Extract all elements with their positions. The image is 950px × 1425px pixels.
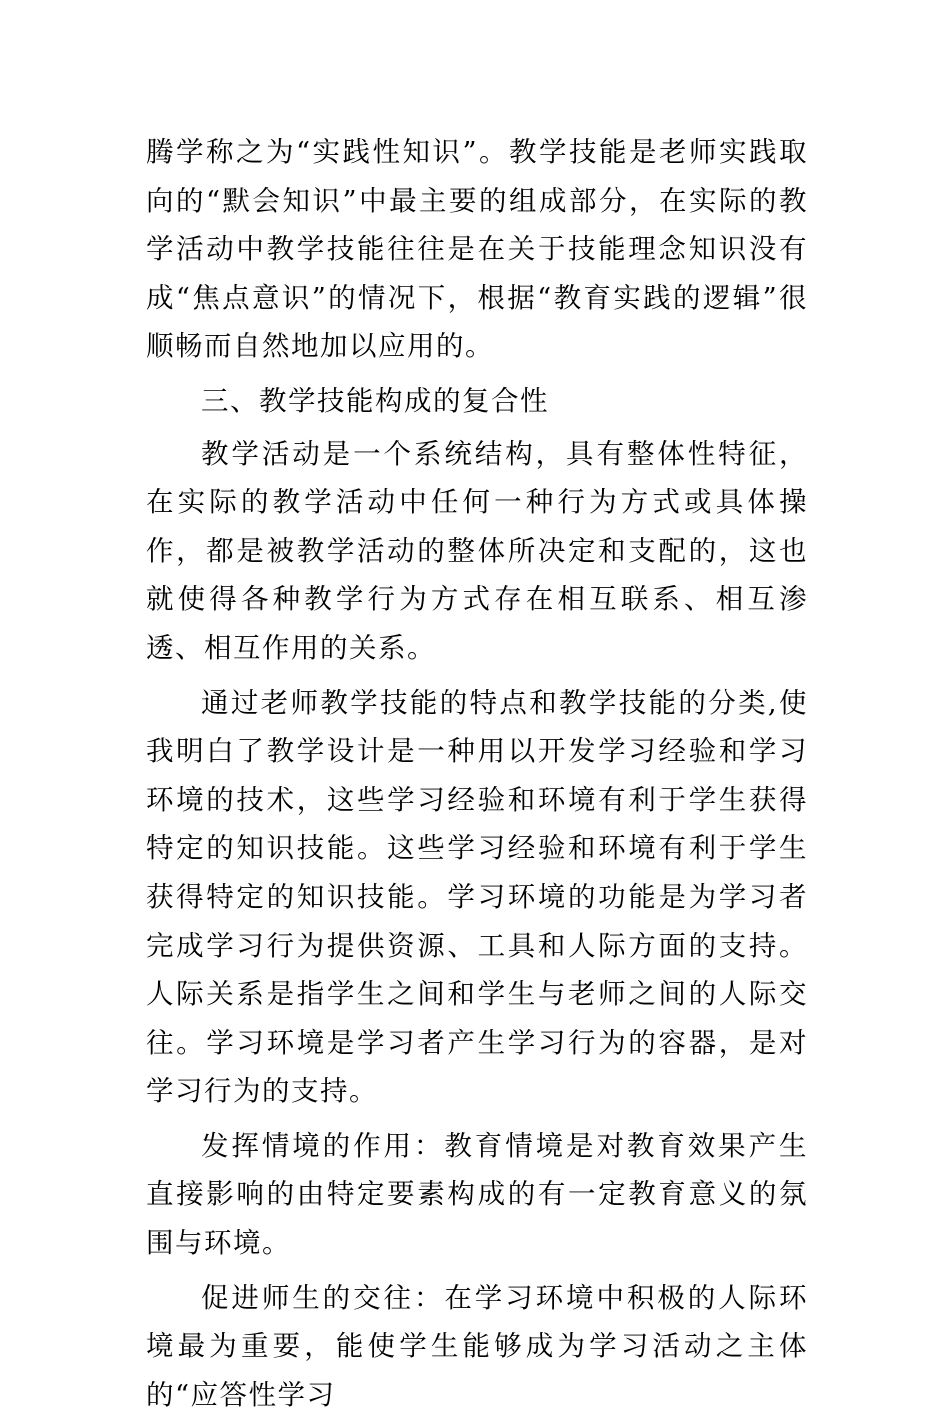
paragraph-system-structure: 教学活动是一个系统结构，具有整体性特征，在实际的教学活动中任何一种行为方式或具体操作，都是被教学活动的整体所决定和支配的，这也就使得各种教学行为方式存在相互联系、相互渗透、相互作用的关系。 (146, 437, 808, 664)
document-body (146, 128, 808, 1425)
paragraph-continuation: 腾学称之为“实践性知识”。教学技能是老师实践取向的“默会知识”中最主要的组成部分，在实际的教学活动中教学技能往往是在关于技能理念知识没有成“焦点意识”的情况下，根据“教育实践的逻辑”很顺畅而自然地加以应用的。 (146, 136, 808, 363)
paragraph-learning-environment: 通过老师教学技能的特点和教学技能的分类,使我明白了教学设计是一种用以开发学习经验和学习环境的技术，这些学习经验和环境有利于学生获得特定的知识技能。这些学习经验和环境有利于学生获得特定的知识技能。学习环境的功能是为学习者完成学习行为提供资源、工具和人际方面的支持。人际关系是指学生之间和学生与老师之间的人际交往。学习环境是学习者产生学习行为的容器，是对学习行为的支持。 (146, 686, 808, 1108)
paragraph-situation-role: 发挥情境的作用：教育情境是对教育效果产生直接影响的由特定要素构成的有一定教育意义的氛围与环境。 (146, 1129, 808, 1260)
paragraph-teacher-student-interaction: 促进师生的交往：在学习环境中积极的人际环境最为重要，能使学生能够成为学习活动之主体的“应答性学习 (146, 1281, 808, 1411)
section-heading: 三、教学技能构成的复合性 (201, 384, 549, 417)
